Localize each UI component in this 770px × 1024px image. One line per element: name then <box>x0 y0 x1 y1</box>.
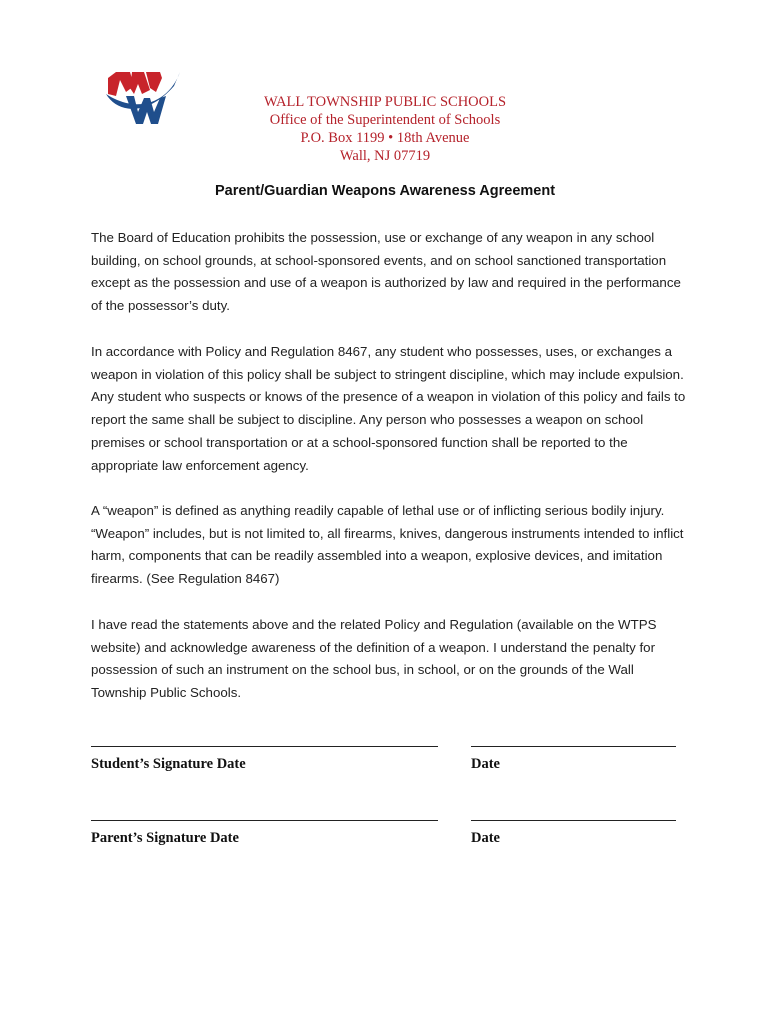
student-date-line[interactable] <box>471 746 676 747</box>
district-name: WALL TOWNSHIP PUBLIC SCHOOLS <box>263 94 507 110</box>
student-signature-label: Student’s Signature Date <box>91 756 246 772</box>
office-name: Office of the Superintendent of Schools <box>269 112 501 128</box>
paragraph-weapon-definition: A “weapon” is defined as anything readily capable of lethal use or of inflicting serious bodily injury. “Weapon” includes, but is not limited to, all firearms, knives, dangerous instruments intended to inflict harm, components that can be readily assembled into a weapon, explosive devices, and imitation firearms. (See Regulation 8467) <box>91 503 684 587</box>
parent-date-label: Date <box>471 830 500 846</box>
student-signature-line[interactable] <box>91 746 438 747</box>
paragraph-prohibition: The Board of Education prohibits the possession, use or exchange of any weapon in any school building, on school grounds, at school-sponsored events, and on school sanctioned transportation except as the possession and use of a weapon is authorized by law and required in the performance of the possessor’s duty. <box>91 230 681 314</box>
paragraph-policy-8467: In accordance with Policy and Regulation 8467, any student who possesses, uses, or exchanges a weapon in violation of this policy shall be subject to stringent discipline, which may include expulsion. Any student who suspects or knows of the presence of a weapon in violation of this policy and fails to report the same shall be subject to discipline. Any person who possesses a weapon on school premises or school transportation or at a school-sponsored function shall be reported to the appropriate law enforcement agency. <box>91 344 686 473</box>
parent-signature-line[interactable] <box>91 820 438 821</box>
wtps-w-logo-icon <box>104 66 184 126</box>
parent-signature-label: Parent’s Signature Date <box>91 830 239 846</box>
city-state-zip: Wall, NJ 07719 <box>339 148 431 164</box>
document-title: Parent/Guardian Weapons Awareness Agreement <box>214 183 556 199</box>
mailing-address: P.O. Box 1199 • 18th Avenue <box>300 130 470 146</box>
parent-date-line[interactable] <box>471 820 676 821</box>
student-date-label: Date <box>471 756 500 772</box>
paragraph-acknowledgement: I have read the statements above and the related Policy and Regulation (available on the WTPS website) and acknowledge awareness of the definition of a weapon. I understand the penalty for possession of such an instrument on the school bus, in school, or on the grounds of the Wall Township Public Schools. <box>91 617 657 701</box>
letterhead <box>200 93 570 165</box>
